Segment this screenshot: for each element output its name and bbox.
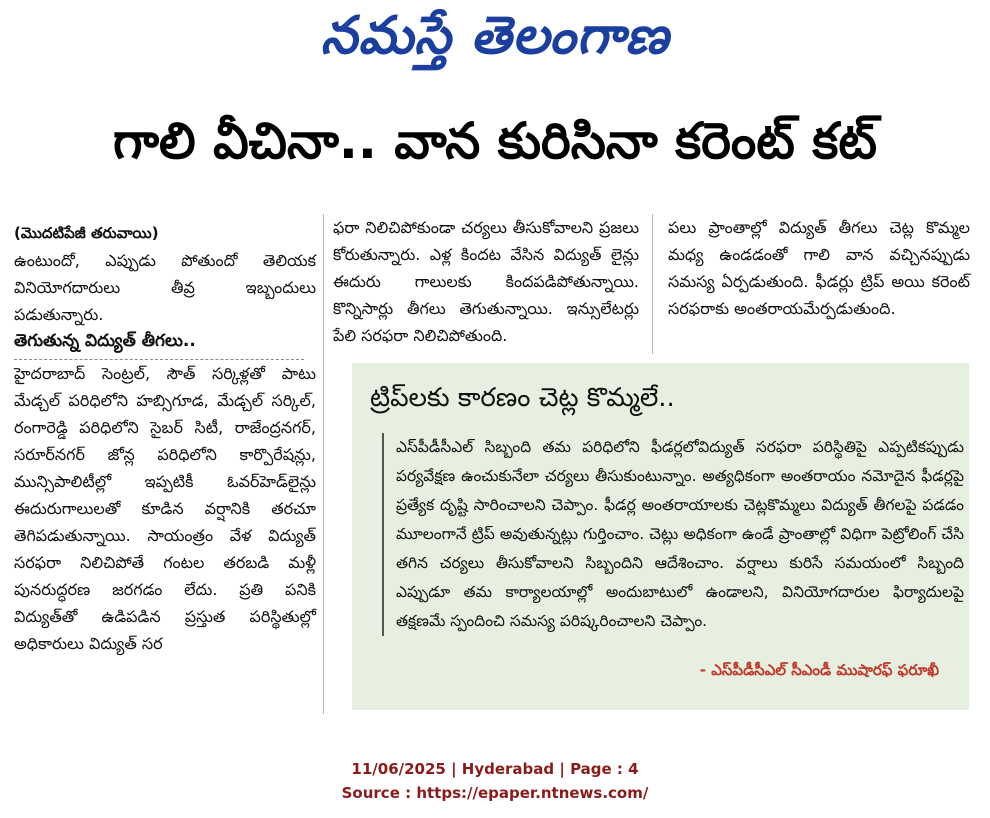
- column-divider: [323, 214, 324, 714]
- article-column-1: [14, 220, 316, 657]
- subheading-wires: తెగుతున్న విద్యుత్‌ తీగలు..: [14, 328, 304, 360]
- footer-date-line: 11/06/2025 | Hyderabad | Page : 4: [351, 760, 639, 778]
- column-1-intro: ఉంటుందో, ఎప్పుడు పోతుందో తెలియక వినియోగదారులు తీవ్ర ఇబ్బందులు పడుతున్నారు.: [14, 251, 316, 324]
- article-headline: గాలి వీచినా.. వాన కురిసినా కరెంట్‌ కట్‌: [113, 112, 877, 170]
- column-1-body: హైదరాబాద్‌ సెంట్రల్‌, సౌత్‌ సర్కిళ్లతో పాటు మేడ్చల్‌ పరిధిలోని హబ్సిగూడ, మేడ్చల్‌ సర్కిల్‌, రంగారెడ్డి పరిధిలోని సైబర్‌ సిటీ, రాజేంద్రనగర్‌, సరూర్‌నగర్‌ జోన్ల పరిధిలోని కార్పొరేషన్లు, మున్సిపాలిటీల్లో ఇప్పటికీ ఓవర్‌హెడ్‌లైన్లు ఈదురుగాలులతో కూడిన వర్షానికి తరచూ తెగిపడుతున్నాయి. సాయంత్రం వేళ విద్యుత్‌ సరఫరా నిలిచిపోతే గంటల తరబడి మళ్లీ పునరుద్ధరణ జరగడం లేదు. ప్రతి పనికి విద్యుత్‌తో ఉడిపడిన ప్రస్తుత పరిస్థితుల్లో అధికారులు విద్యుత్‌ సర: [14, 364, 316, 653]
- column-divider: [652, 214, 653, 354]
- quote-box: [352, 363, 969, 710]
- quote-box-title: ట్రిప్‌లకు కారణం చెట్ల కొమ్మలే..: [370, 383, 675, 413]
- article-column-3: [668, 214, 970, 322]
- quote-signature: - ఎస్‌పీడీసీఎల్‌ సీఎండీ ముషారఫ్‌ ఫరూఖీ: [699, 661, 939, 679]
- page-footer: [0, 757, 990, 805]
- article-column-2: [333, 214, 639, 349]
- column-2-body: ఫరా నిలిచిపోకుండా చర్యలు తీసుకోవాలని ప్రజలు కోరుతున్నారు. ఎళ్ల కిందట వేసిన విద్యుత్‌ లైన్లు ఈదురు గాలులకు కిందపడిపోతున్నాయి. కొన్నిసార్లు తీగలు తెగుతున్నాయి. ఇన్సులేటర్లు పేలి సరఫరా నిలిచిపోతుంది.: [333, 218, 639, 345]
- newspaper-masthead: నమస్తే తెలంగాణ: [320, 6, 670, 66]
- footer-source-link[interactable]: Source : https://epaper.ntnews.com/: [341, 784, 649, 802]
- continued-label: (మొదటిపేజీ తరువాయి): [14, 224, 159, 242]
- quote-box-body: ఎస్‌పీడీసీఎల్‌ సిబ్బంది తమ పరిధిలోని ఫీడర్లలోవిద్యుత్‌ సరఫరా పరిస్థితిపై ఎప్పటికప్పుడు పర్యవేక్షణ ఉంచుకునేలా చర్యలు తీసుకుంటున్నాం. అత్యధికంగా అంతరాయం నమోదైన ఫీడర్లపై ప్రత్యేక దృష్టి సారించాలని చెప్పాం. ఫీడర్ల అంతరాయాలకు చెట్లకొమ్మలు విద్యుత్‌ తీగలపై పడడం మూలంగానే ట్రిప్‌ అవుతున్నట్లు గుర్తించాం. చెట్లు అధికంగా ఉండే ప్రాంతాల్లో విధిగా పెట్రోలింగ్‌ చేసి తగిన చర్యలు తీసుకోవాలని సిబ్బందిని ఆదేశించాం. వర్షాలు కురిసే సమయంలో సిబ్బంది ఎప్పుడూ తమ కార్యాలయాల్లో అందుబాటులో ఉండాలని, వినియోగదారుల ఫిర్యాదులపై తక్షణమే స్పందించి సమస్య పరిష్కరించాలని చెప్పాం.: [382, 433, 964, 636]
- column-3-body: పలు ప్రాంతాల్లో విద్యుత్‌ తీగలు చెట్ల కొమ్మల మధ్య ఉండడంతో గాలి వాన వచ్చినప్పుడు సమస్య ఏర్పడుతుంది. ఫీడర్లు ట్రిప్‌ అయి కరెంట్‌ సరఫరాకు అంతరాయమేర్పడుతుంది.: [668, 218, 970, 318]
